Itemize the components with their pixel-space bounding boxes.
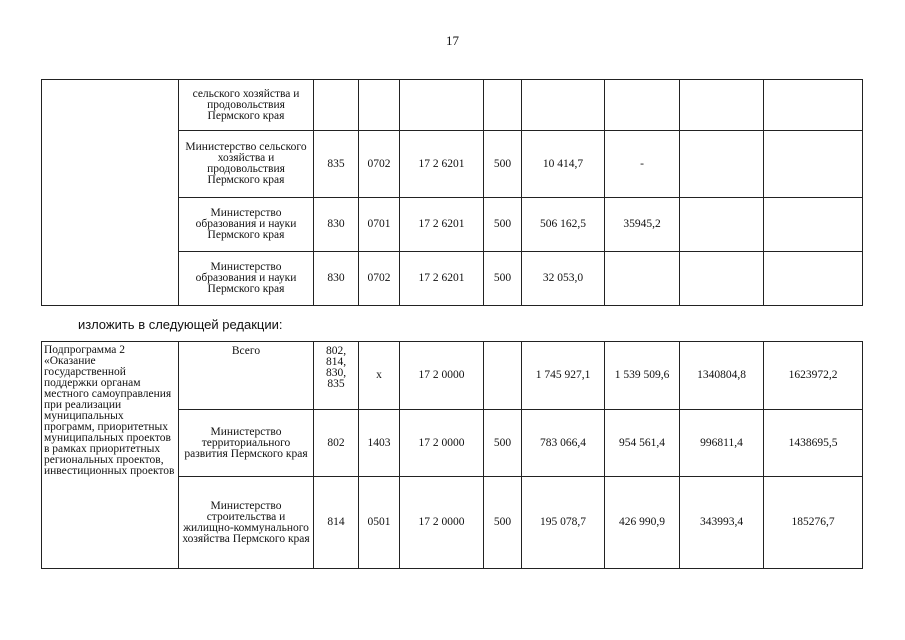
program-cell-empty	[42, 80, 179, 306]
value-cell: 996811,4	[680, 410, 764, 477]
org-cell: Министерство образования и науки Пермского края	[179, 198, 314, 252]
value-cell	[680, 198, 764, 252]
budget-table-old	[41, 79, 863, 306]
value-cell: 954 561,4	[605, 410, 680, 477]
org-cell: Всего	[179, 342, 314, 410]
code-cell: 830	[314, 198, 359, 252]
org-cell: Министерство территориального развития Пермского края	[179, 410, 314, 477]
type-cell: 500	[484, 131, 522, 198]
section-cell	[359, 80, 400, 131]
article-cell: 17 2 0000	[400, 477, 484, 569]
section-cell: 0702	[359, 252, 400, 306]
type-cell	[484, 342, 522, 410]
value-cell: 783 066,4	[522, 410, 605, 477]
value-cell: 10 414,7	[522, 131, 605, 198]
article-cell: 17 2 0000	[400, 410, 484, 477]
type-cell: 500	[484, 252, 522, 306]
section-cell: х	[359, 342, 400, 410]
value-cell: 343993,4	[680, 477, 764, 569]
page-number: 17	[446, 33, 459, 48]
value-cell: -	[605, 131, 680, 198]
value-cell: 1 539 509,6	[605, 342, 680, 410]
type-cell: 500	[484, 410, 522, 477]
code-cell: 835	[314, 131, 359, 198]
section-cell: 1403	[359, 410, 400, 477]
value-cell	[680, 252, 764, 306]
budget-table-new	[41, 341, 863, 569]
article-cell: 17 2 6201	[400, 252, 484, 306]
value-cell: 1438695,5	[764, 410, 863, 477]
value-cell	[605, 80, 680, 131]
org-cell: Министерство образования и науки Пермского края	[179, 252, 314, 306]
article-cell: 17 2 0000	[400, 342, 484, 410]
type-cell: 500	[484, 477, 522, 569]
value-cell	[764, 131, 863, 198]
value-cell	[764, 80, 863, 131]
section-cell: 0701	[359, 198, 400, 252]
value-cell: 1623972,2	[764, 342, 863, 410]
value-cell	[680, 131, 764, 198]
value-cell: 35945,2	[605, 198, 680, 252]
code-cell: 830	[314, 252, 359, 306]
section-cell: 0702	[359, 131, 400, 198]
value-cell	[605, 252, 680, 306]
value-cell: 1 745 927,1	[522, 342, 605, 410]
code-cell	[314, 80, 359, 131]
org-cell: Министерство строительства и жилищно-коммунального хозяйства Пермского края	[179, 477, 314, 569]
value-cell: 32 053,0	[522, 252, 605, 306]
code-cell: 802	[314, 410, 359, 477]
code-cell: 814	[314, 477, 359, 569]
org-cell: Министерство сельского хозяйства и продовольствия Пермского края	[179, 131, 314, 198]
org-cell: сельского хозяйства и продовольствия Пермского края	[179, 80, 314, 131]
program-cell: Подпрограмма 2 «Оказание государственной поддержки органам местного самоуправления при реализации муниципальных программ, приоритетных муниципальных проектов в рамках приоритетных региональных проектов, инвестиционных проектов	[42, 342, 179, 569]
article-cell	[400, 80, 484, 131]
value-cell: 1340804,8	[680, 342, 764, 410]
value-cell: 506 162,5	[522, 198, 605, 252]
value-cell: 426 990,9	[605, 477, 680, 569]
intro-text: изложить в следующей редакции:	[78, 317, 283, 332]
section-cell: 0501	[359, 477, 400, 569]
value-cell	[680, 80, 764, 131]
table-row	[42, 80, 863, 131]
table-row	[42, 342, 863, 410]
value-cell	[764, 198, 863, 252]
code-cell: 802, 814, 830, 835	[314, 342, 359, 410]
article-cell: 17 2 6201	[400, 198, 484, 252]
value-cell: 185276,7	[764, 477, 863, 569]
type-cell: 500	[484, 198, 522, 252]
article-cell: 17 2 6201	[400, 131, 484, 198]
value-cell	[522, 80, 605, 131]
value-cell	[764, 252, 863, 306]
value-cell: 195 078,7	[522, 477, 605, 569]
type-cell	[484, 80, 522, 131]
